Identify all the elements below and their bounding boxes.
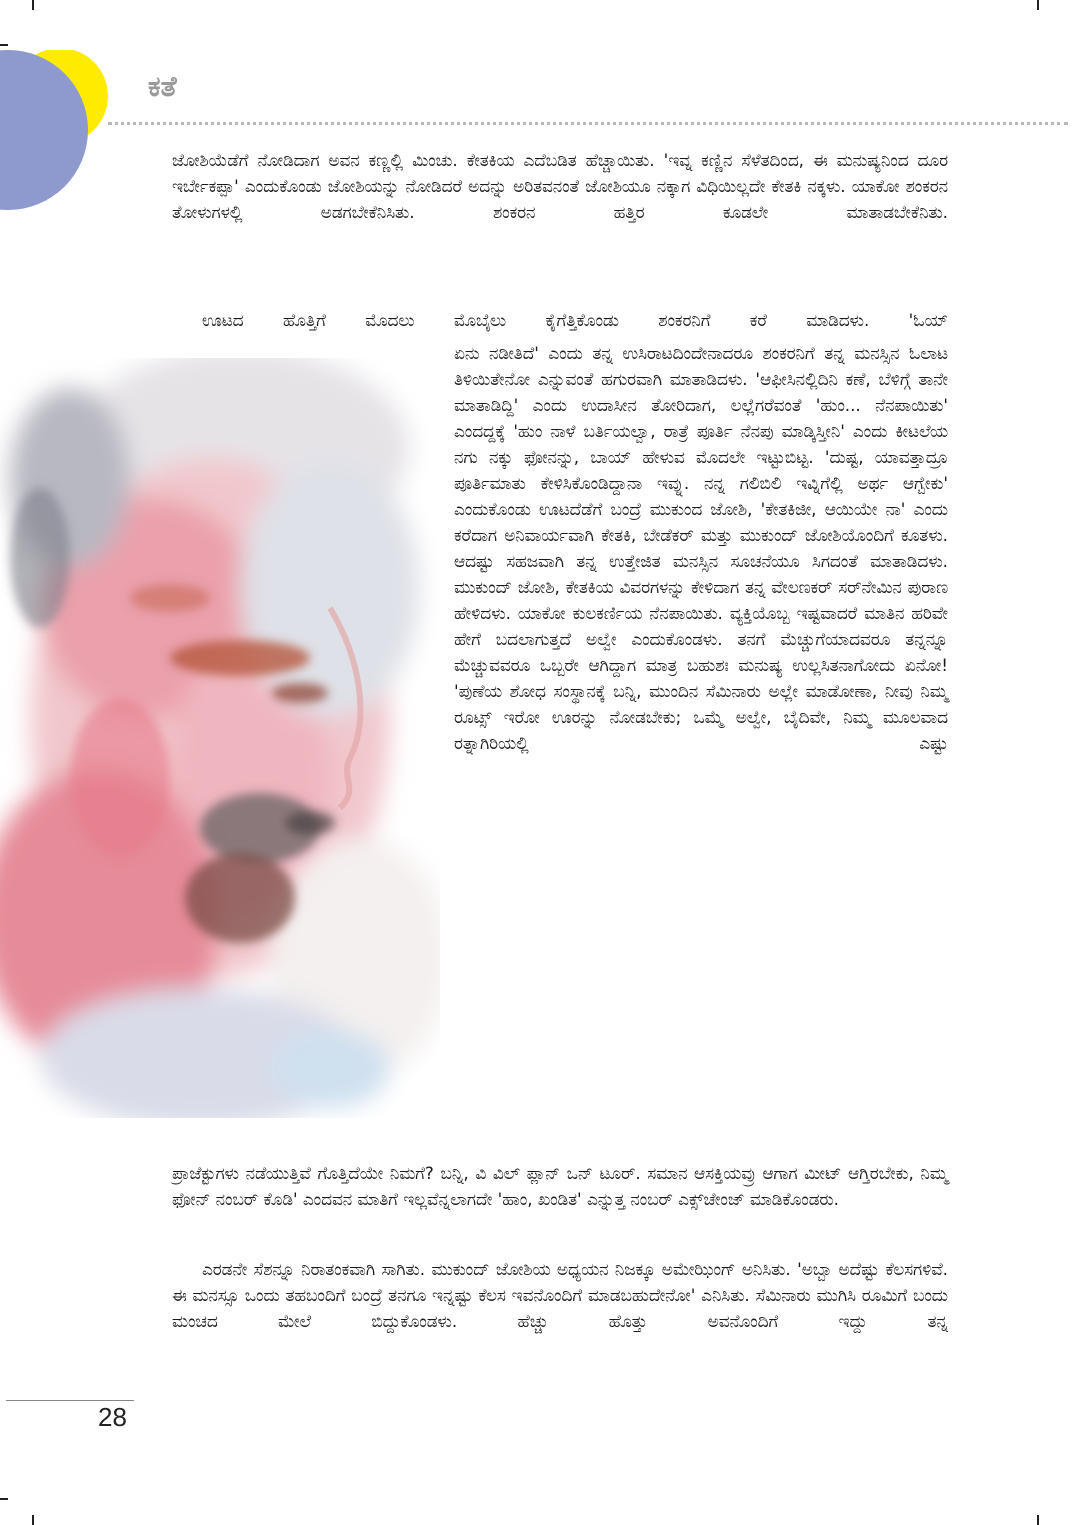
- page-number-rule: [6, 1400, 134, 1401]
- crop-mark-tr: [1037, 0, 1039, 10]
- paragraph-1: ಜೋಶಿಯೆಡೆಗೆ ನೋಡಿದಾಗ ಅವನ ಕಣ್ಣಲ್ಲಿ ಮಿಂಚು. ಕೇತಕಿಯ ಎದೆಬಡಿತ ಹೆಚ್ಚಾಯಿತು. 'ಇವ್ನ ಕಣ್ಣಿನ ಸೆಳೆತದಿಂದ, ಈ ಮನುಷ್ಯನಿಂದ ದೂರ ಇರ್ಬೇಕಪ್ಪಾ' ಎಂದುಕೊಂಡು ಜೋಶಿಯನ್ನು ನೋಡಿದರೆ ಅದನ್ನು ಅರಿತವನಂತೆ ಜೋಶಿಯೂ ನಕ್ಕಾಗ ವಿಧಿಯಿಲ್ಲದೇ ಕೇತಕಿ ನಕ್ಕಳು. ಯಾಕೋ ಶಂಕರನ ತೋಳುಗಳಲ್ಲಿ ಅಡಗಬೇಕೆನಿಸಿತು. ಶಂಕರನ ಹತ್ತಿರ ಕೂಡಲೇ ಮಾತಾಡಬೇಕೆನಿತು.: [172, 150, 948, 222]
- header-circles-decoration: [0, 50, 120, 210]
- crop-mark-lt: [0, 44, 8, 46]
- crop-mark-br: [1037, 1515, 1039, 1525]
- paragraph-2-continued: ಪ್ರಾಜೆಕ್ಟುಗಳು ನಡೆಯುತ್ತಿವೆ ಗೊತ್ತಿದೆಯೇ ನಿಮಗೆ? ಬನ್ನಿ, ವಿ ವಿಲ್ ಪ್ಲಾನ್ ಒನ್ ಟೂರ್. ಸಮಾನ ಆಸಕ್ತಿಯವ್ರು ಆಗಾಗ ಮೀಟ್ ಆಗ್ತಿರಬೇಕು, ನಿಮ್ಮ ಫೋನ್ ನಂಬರ್ ಕೊಡಿ' ಎಂದವನ ಮಾತಿಗೆ ಇಲ್ಲವೆನ್ನಲಾಗದೇ 'ಹಾಂ, ಖಂಡಿತ' ಎನ್ನುತ್ತ ನಂಬರ್ ಎಕ್ಸ್‌ಚೇಂಜ್ ಮಾಡಿಕೊಂಡರು.: [172, 1163, 948, 1209]
- section-label: ಕತೆ: [148, 70, 177, 103]
- illustration-bearded-man-portrait: [0, 358, 440, 1118]
- header-dotted-rule: [108, 122, 1068, 125]
- crop-mark-tl: [32, 0, 34, 10]
- crop-mark-bl: [32, 1515, 34, 1525]
- paragraph-3: ಎರಡನೇ ಸೆಶನ್ನೂ ನಿರಾತಂಕವಾಗಿ ಸಾಗಿತು. ಮುಕುಂದ್ ಜೋಶಿಯ ಅಧ್ಯಯನ ನಿಜಕ್ಕೂ ಅಮೇಝಿಂಗ್ ಅನಿಸಿತು. 'ಅಬ್ಬಾ ಅದೆಷ್ಟು ಕೆಲಸಗಳಿವೆ. ಈ ಮನಸ್ಸೂ ಒಂದು ತಹಬಂದಿಗೆ ಬಂದ್ರೆ ತನಗೂ ಇನ್ನಷ್ಟು ಕೆಲಸ ಇವನೊಂದಿಗೆ ಮಾಡಬಹುದೇನೋ' ಎನಿಸಿತು. ಸೆಮಿನಾರು ಮುಗಿಸಿ ರೂಮಿಗೆ ಬಂದು ಮಂಚದ ಮೇಲೆ ಬಿದ್ದುಕೊಂಡಳು. ಹೆಚ್ಚು ಹೊತ್ತು ಅವನೊಂದಿಗೆ ಇದ್ದು ತನ್ನ: [172, 1259, 948, 1331]
- crop-mark-lb: [0, 1498, 8, 1500]
- paragraph-2-wrapped: ಏನು ನಡೀತಿದೆ' ಎಂದು ತನ್ನ ಉಸಿರಾಟದಿಂದೇನಾದರೂ ಶಂಕರನಿಗೆ ತನ್ನ ಮನಸ್ಸಿನ ಓಲಾಟ ತಿಳಿಯಿತೇನೋ ಎನ್ನುವಂತೆ ಹಗುರವಾಗಿ ಮಾತಾಡಿದಳು. 'ಆಫೀಸಿನಲ್ಲಿದಿನಿ ಕಣೆ, ಬೆಳಿಗ್ಗೆ ತಾನೇ ಮಾತಾಡಿದ್ದಿ' ಎಂದು ಉದಾಸೀನ ತೋರಿದಾಗ, ಲಲ್ಲೆಗರೆವಂತೆ 'ಹುಂ... ನೆನಪಾಯಿತು' ಎಂದದ್ದಕ್ಕೆ 'ಹುಂ ನಾಳೆ ಬರ್ತಿಯಲ್ವಾ, ರಾತ್ರೆ ಪೂರ್ತಿ ನೆನಪು ಮಾಡ್ಕಿಸ್ತೀನಿ' ಎಂದು ಕೀಟಲೆಯ ನಗು ನಕ್ಕು ಫೋನನ್ನು, ಬಾಯ್ ಹೇಳುವ ಮೊದಲೇ ಇಟ್ಟುಬಿಟ್ಟ. 'ದುಷ್ಟ, ಯಾವತ್ತಾದ್ರೂ ಪೂರ್ತಿಮಾತು ಕೇಳಿಸಿಕೊಂಡಿದ್ದಾನಾ ಇವ್ನು. ನನ್ನ ಗಲಿಬಿಲಿ ಇವ್ನಿಗೆಲ್ಲಿ ಅರ್ಥ ಆಗ್ಬೇಕು' ಎಂದುಕೊಂಡು ಊಟದೆಡೆಗೆ ಬಂದ್ರೆ ಮುಕುಂದ ಜೋಶಿ, 'ಕೇತಕಿಜೀ, ಆಯಿಯೇ ನಾ' ಎಂದು ಕರೆದಾಗ ಅನಿವಾರ್ಯವಾಗಿ ಕೇತಕಿ, ಬೇಡೆಕರ್ ಮತ್ತು ಮುಕುಂದ್ ಜೋಶಿಯೊಂದಿಗೆ ಕೂತಳು. ಆದಷ್ಟು ಸಹಜವಾಗಿ ತನ್ನ ಉತ್ತೇಜಿತ ಮನಸ್ಸಿನ ಸೂಚನೆಯೂ ಸಿಗದಂತೆ ಮಾತಾಡಿದಳು. ಮುಕುಂದ್ ಜೋಶಿ, ಕೇತಕಿಯ ವಿವರಗಳನ್ನು ಕೇಳಿದಾಗ ತನ್ನ ವೇಲಣಕರ್ ಸರ್‌ನೇಮಿನ ಪುರಾಣ ಹೇಳಿದಳು. ಯಾಕೋ ಕುಲಕರ್ಣಿಯ ನೆನಪಾಯಿತು. ವ್ಯಕ್ತಿಯೊಬ್ಬ ಇಷ್ಟವಾದರೆ ಮಾತಿನ ಹರಿವೇ ಹೇಗೆ ಬದಲಾಗುತ್ತದೆ ಅಲ್ವೇ ಎಂದುಕೊಂಡಳು. ತನಗೆ ಮೆಚ್ಚುಗೆಯಾದವರೂ ತನ್ನನ್ನೂ ಮೆಚ್ಚುವವರೂ ಒಬ್ಬರೇ ಆಗಿದ್ದಾಗ ಮಾತ್ರ ಬಹುಶಃ ಮನುಷ್ಯ ಉಲ್ಲಸಿತನಾಗೋದು ಏನೋ! 'ಪುಣೆಯ ಶೋಧ ಸಂಸ್ಥಾನಕ್ಕೆ ಬನ್ನಿ, ಮುಂದಿನ ಸೆಮಿನಾರು ಅಲ್ಲೇ ಮಾಡೋಣಾ, ನೀವು ನಿಮ್ಮ ರೂಟ್ಸ್ ಇರೋ ಊರನ್ನು ನೋಡಬೇಕು; ಒಮ್ಮೆ ಅಲ್ವೇ, ಬೈದಿವೇ, ನಿಮ್ಮ ಮೂಲವಾದ ರತ್ನಾಗಿರಿಯಲ್ಲಿ ಎಷ್ಟು: [454, 343, 948, 753]
- paragraph-2-intro: ಊಟದ ಹೊತ್ತಿಗೆ ಮೊದಲು ಮೊಬೈಲು ಕೈಗೆತ್ತಿಕೊಂಡು ಶಂಕರನಿಗೆ ಕರೆ ಮಾಡಿದಳು. 'ಓಯ್: [202, 310, 948, 330]
- page-number: 28: [98, 1402, 127, 1432]
